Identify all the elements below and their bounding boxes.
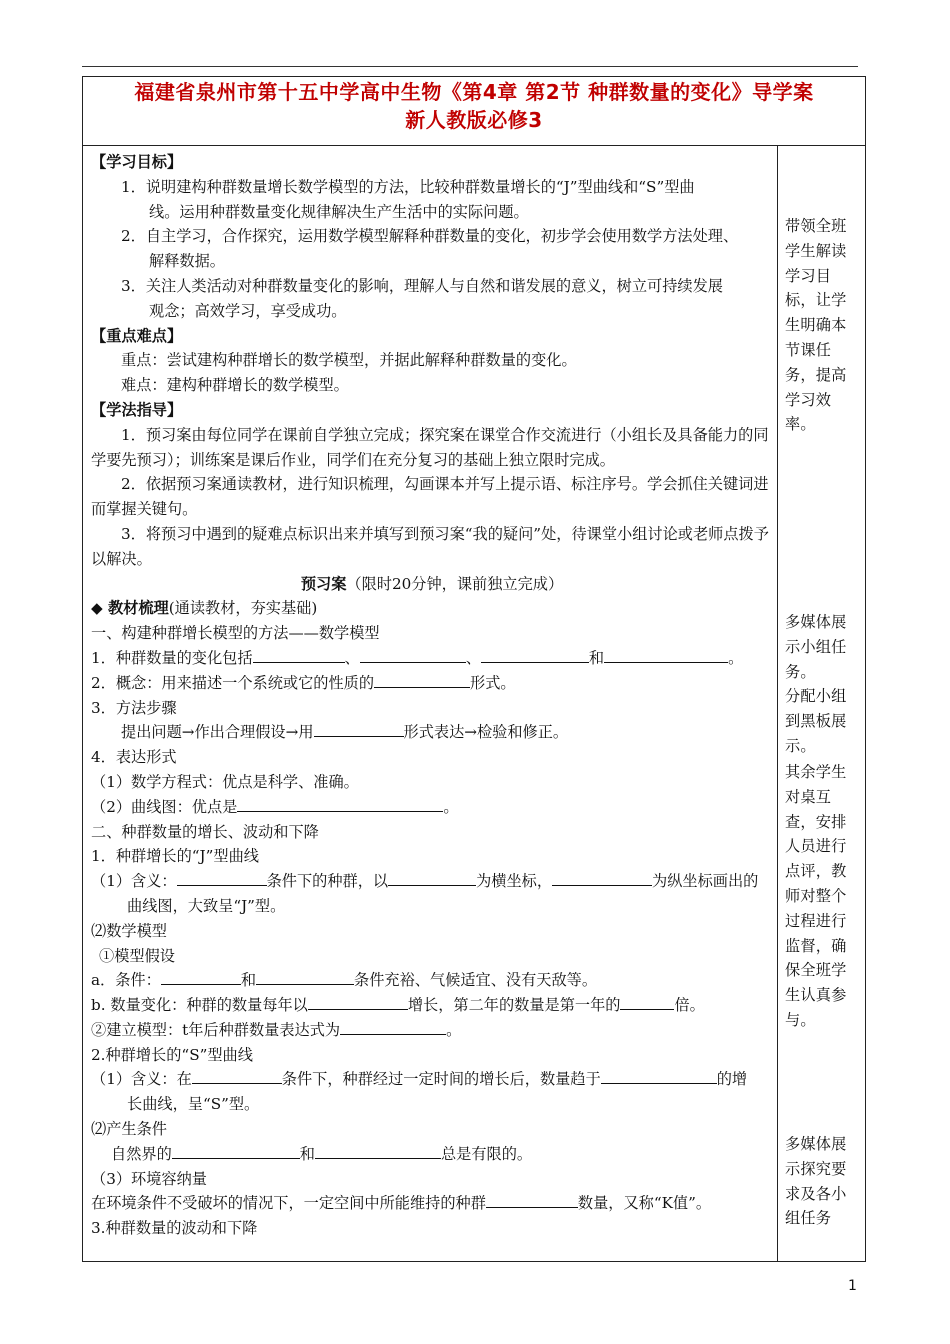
j1-text-a: （1）含义： xyxy=(91,872,177,891)
preview-heading-line xyxy=(91,572,773,597)
j-model-assumption: ①模型假设 xyxy=(99,946,175,965)
answer-blank[interactable] xyxy=(360,647,466,663)
key-point: 重点：尝试建构种群增长的数学模型，并据此解释种群数量的变化。 xyxy=(121,351,577,370)
carrying-capacity xyxy=(91,1191,773,1216)
question-4-1: （1）数学方程式：优点是科学、准确。 xyxy=(91,772,359,791)
answer-blank[interactable] xyxy=(192,1068,282,1084)
j2-a-text-3: 条件充裕、气候适宜、没有天敌等。 xyxy=(354,971,597,990)
j1-text-b: 条件下的种群，以 xyxy=(266,872,389,891)
s2-text-b: 和 xyxy=(299,1144,315,1163)
j-model-title: ⑵数学模型 xyxy=(91,921,167,940)
answer-blank[interactable] xyxy=(172,1143,300,1159)
s-curve-title: 2.种群增长的“S”型曲线 xyxy=(91,1045,253,1064)
textbook-section-note: (通读教材，夯实基础) xyxy=(168,599,318,618)
q1-text-b: 、 xyxy=(344,648,360,667)
s-condition xyxy=(91,1142,773,1167)
question-1 xyxy=(91,646,773,671)
preview-heading: 预习案 xyxy=(300,574,347,593)
answer-blank[interactable] xyxy=(481,647,589,663)
question-4: 4．表达形式 xyxy=(91,748,177,767)
s-condition-title: ⑵产生条件 xyxy=(91,1120,167,1139)
q1-text-a: 1．种群数量的变化包括 xyxy=(91,648,253,667)
document-title-line1: 福建省泉州市第十五中学高中生物《第4章 第2节 种群数量的变化》导学案 xyxy=(134,80,814,104)
wave-title: 3.种群数量的波动和下降 xyxy=(91,1219,258,1238)
q2-text-b: 形式。 xyxy=(470,673,516,692)
key-points-heading: 【重点难点】 xyxy=(91,326,183,345)
goal-3b: 观念；高效学习，享受成功。 xyxy=(149,301,347,320)
goals-heading: 【学习目标】 xyxy=(91,153,183,171)
answer-blank[interactable] xyxy=(315,1143,441,1159)
goal-2b: 解释数据。 xyxy=(149,252,225,271)
answer-blank[interactable] xyxy=(308,994,408,1010)
goal-2a: 2．自主学习，合作探究，运用数学模型解释种群数量的变化，初步学会使用数学方法处理、 xyxy=(121,227,739,246)
s1-text-b: 条件下，种群经过一定时间的增长后，数量趋于 xyxy=(281,1070,601,1089)
j-curve-meaning-cont: 曲线图，大致呈“J”型。 xyxy=(127,896,286,915)
goal-1a: 1．说明建构种群数量增长数学模型的方法，比较种群数量增长的“J”型曲线和“S”型曲 xyxy=(121,177,695,196)
q3-text-b: 形式表达→检验和修正。 xyxy=(403,723,569,742)
goal-1b: 线。运用种群数量变化规律解决生产生活中的实际问题。 xyxy=(149,202,529,221)
method-item-3: 3．将预习中遇到的疑难点标识出来并填写到预习案“我的疑问”处，待课堂小组讨论或老师点拨予以解决。 xyxy=(91,524,769,568)
s2-text-a: 自然界的 xyxy=(111,1144,172,1163)
j-model-change xyxy=(91,993,773,1018)
main-table xyxy=(82,146,866,1262)
goal-3a: 3．关注人类活动对种群数量变化的影响，理解人与自然和谐发展的意义，树立可持续发展 xyxy=(121,276,723,295)
question-2 xyxy=(91,671,773,696)
j2-a-text-1: a．条件： xyxy=(91,971,161,990)
answer-blank[interactable] xyxy=(253,647,345,663)
method-heading: 【学法指导】 xyxy=(91,400,183,419)
q4-2-text-b: 。 xyxy=(443,797,459,816)
column-divider xyxy=(777,146,778,1261)
preview-heading-note: （限时20分钟，课前独立完成） xyxy=(346,574,564,593)
answer-blank[interactable] xyxy=(388,870,476,886)
side-note-4: 其余学生对桌互查，安排人员进行点评，教师对整个过程进行监督，确保全班学生认真参与。 xyxy=(785,763,847,1029)
answer-blank[interactable] xyxy=(552,870,652,886)
s1-text-c: 的增 xyxy=(716,1070,748,1089)
document-title-line2: 新人教版必修3 xyxy=(405,108,543,132)
j-curve-title: 1．种群增长的“J”型曲线 xyxy=(91,847,259,866)
carrying-capacity-title: （3）环境容纳量 xyxy=(91,1169,207,1188)
j1-text-c: 为横坐标， xyxy=(476,872,553,891)
answer-blank[interactable] xyxy=(161,969,241,985)
part2-title: 二、种群数量的增长、波动和下降 xyxy=(91,822,319,841)
question-3: 3．方法步骤 xyxy=(91,698,177,717)
j-model-build xyxy=(91,1018,773,1043)
q1-text-c: 、 xyxy=(465,648,481,667)
j2-b-text-1: b. 数量变化：种群的数量每年以 xyxy=(91,996,308,1015)
s3-text-a: 在环境条件不受破坏的情况下，一定空间中所能维持的种群 xyxy=(91,1194,486,1213)
header-rule xyxy=(82,66,858,67)
page-number: 1 xyxy=(848,1278,857,1294)
q1-text-d: 和 xyxy=(588,648,605,667)
j1-text-d: 为纵坐标画出的 xyxy=(652,872,759,891)
difficult-point: 难点：建构种群增长的数学模型。 xyxy=(121,376,349,395)
j-model-condition xyxy=(91,968,773,993)
side-note-3: 分配小组到黑板展示。 xyxy=(785,687,847,755)
answer-blank[interactable] xyxy=(374,672,470,688)
answer-blank[interactable] xyxy=(340,1019,446,1035)
question-3-steps xyxy=(91,720,773,745)
side-note-5: 多媒体展示探究要求及各小组任务 xyxy=(785,1135,847,1228)
s-curve-meaning-cont: 长曲线，呈“S”型。 xyxy=(127,1095,260,1114)
answer-blank[interactable] xyxy=(601,1068,717,1084)
q2-text-a: 2．概念：用来描述一个系统或它的性质的 xyxy=(91,673,375,692)
answer-blank[interactable] xyxy=(237,796,443,812)
question-4-2 xyxy=(91,795,773,820)
title-box xyxy=(82,76,866,146)
side-note-1: 带领全班学生解读学习目标，让学生明确本节课任务，提高学习效率。 xyxy=(785,217,847,434)
main-column xyxy=(91,150,773,1241)
method-item-1: 1．预习案由每位同学在课前自学独立完成；探究案在课堂合作交流进行（小组长及具备能力的同学要先预习）；训练案是课后作业，同学们在充分复习的基础上独立限时完成。 xyxy=(91,425,769,469)
answer-blank[interactable] xyxy=(486,1192,578,1208)
s1-text-a: （1）含义：在 xyxy=(91,1070,192,1089)
answer-blank[interactable] xyxy=(604,647,728,663)
s3-text-b: 数量，又称“K值”。 xyxy=(577,1194,712,1213)
q1-text-e: 。 xyxy=(728,648,744,667)
answer-blank[interactable] xyxy=(620,994,674,1010)
j2-a-text-2: 和 xyxy=(240,971,256,990)
textbook-section: ◆ 教材梳理 xyxy=(91,599,169,618)
q3-text-a: 提出问题→作出合理假设→用 xyxy=(121,723,314,742)
j2-b-text-2: 增长，第二年的数量是第一年的 xyxy=(407,996,621,1015)
method-item-2: 2．依据预习案通读教材，进行知识梳理，勾画课本并写上提示语、标注序号。学会抓住关键词进而掌握关键句。 xyxy=(91,475,769,519)
q4-2-text-a: （2）曲线图：优点是 xyxy=(91,797,238,816)
s2-text-c: 总是有限的。 xyxy=(440,1144,533,1163)
j2-c-text-1: ②建立模型：t年后种群数量表达式为 xyxy=(91,1020,341,1039)
textbook-section-line xyxy=(91,596,773,621)
side-note-2: 多媒体展示小组任务。 xyxy=(785,613,847,681)
answer-blank[interactable] xyxy=(256,969,354,985)
answer-blank[interactable] xyxy=(177,870,267,886)
part1-title: 一、构建种群增长模型的方法——数学模型 xyxy=(91,624,380,643)
j2-b-text-3: 倍。 xyxy=(674,996,705,1015)
answer-blank[interactable] xyxy=(314,721,404,737)
s-curve-meaning xyxy=(91,1067,773,1092)
j-curve-meaning xyxy=(91,869,773,894)
j2-c-text-2: 。 xyxy=(446,1020,462,1039)
